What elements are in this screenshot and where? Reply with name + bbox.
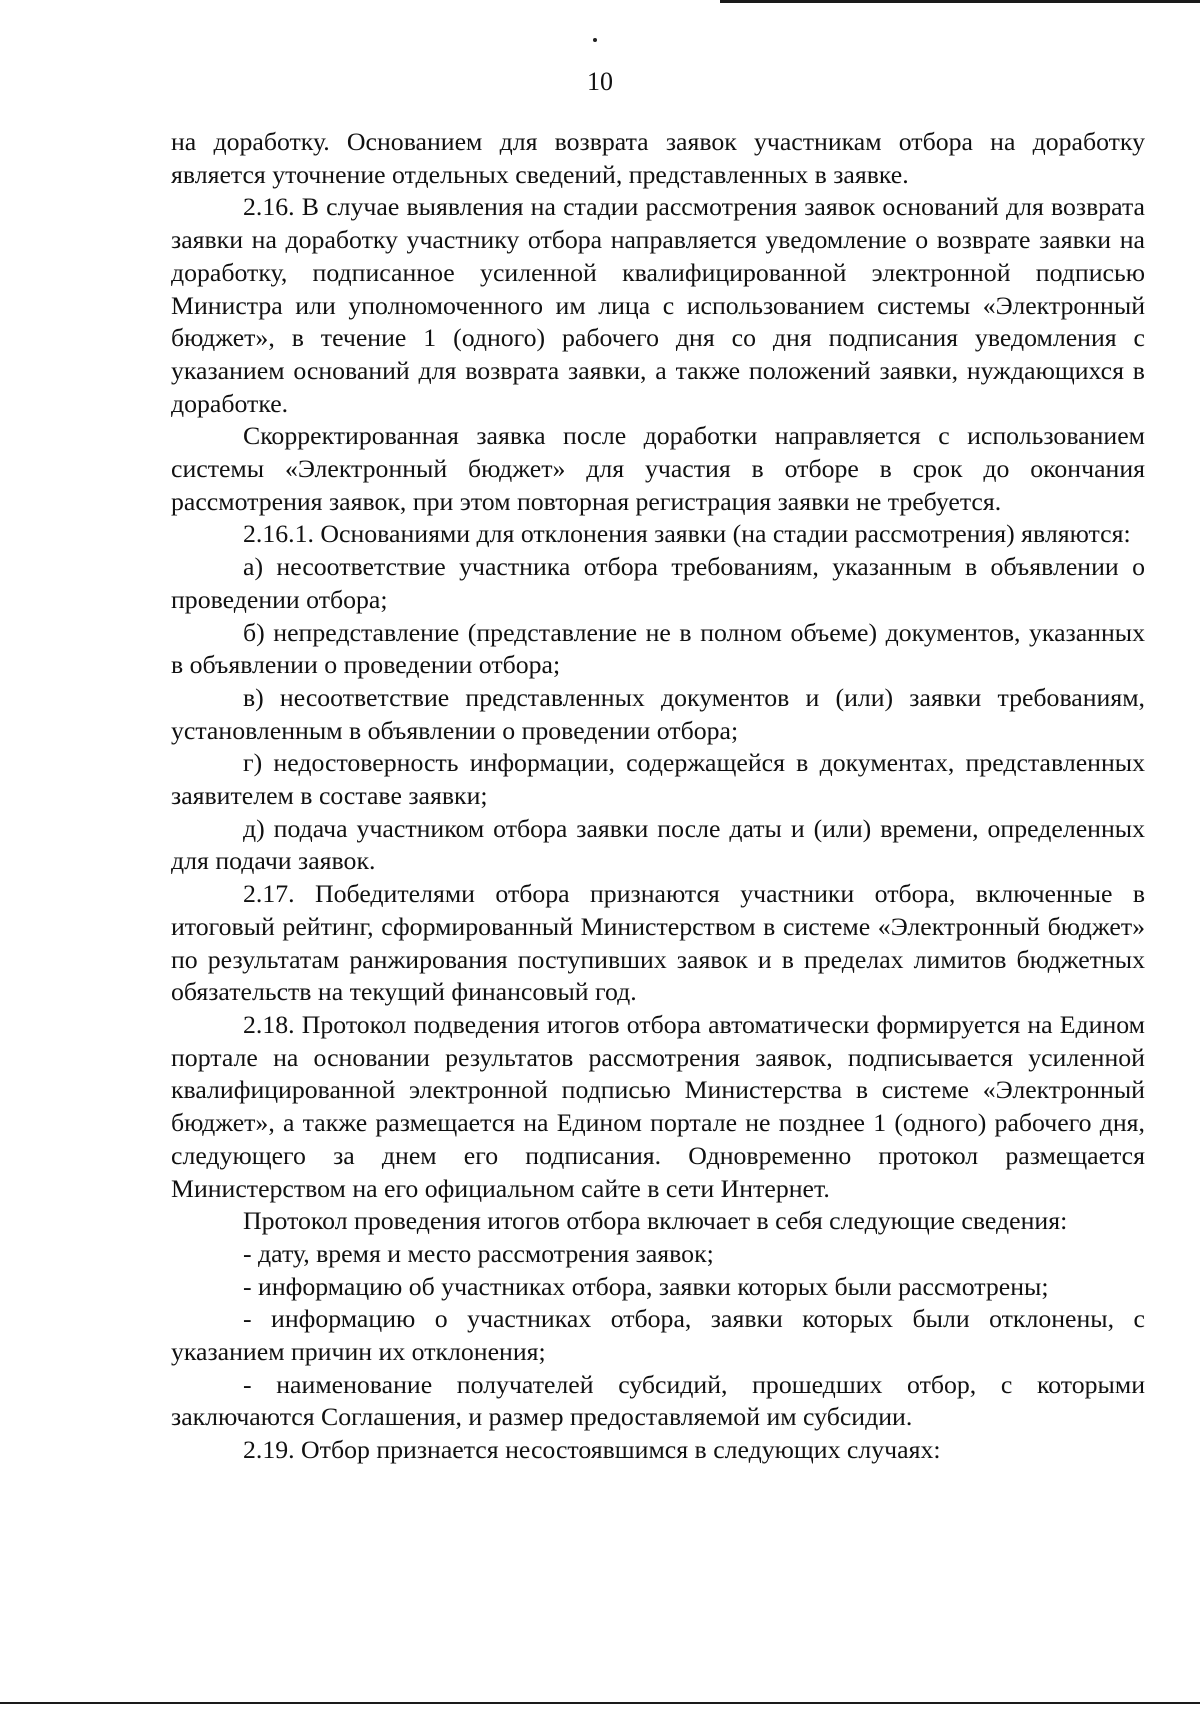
scan-edge-bottom: [0, 1702, 1200, 1704]
list-item-a: а) несоответствие участника отбора требованиям, указанным в объявлении о проведении отбора;: [171, 552, 1145, 614]
scan-edge-top: [720, 0, 1200, 3]
bullet-reviewed-participants: - информацию об участниках отбора, заявки которых были рассмотрены;: [243, 1271, 1049, 1301]
paragraph-2-16-1: 2.16.1. Основаниями для отклонения заявки (на стадии рассмотрения) являются:: [243, 519, 1131, 549]
document-body: [171, 126, 1145, 1467]
paragraph-protocol-contents: Протокол проведения итогов отбора включает в себя следующие сведения:: [243, 1206, 1068, 1236]
paragraph-2-17: 2.17. Победителями отбора признаются участники отбора, включенные в итоговый рейтинг, сформированный Министерством в системе «Электронный бюджет» по результатам ранжирования поступивших заявок и в пределах лимитов бюджетных обязательств на текущий финансовый год.: [171, 879, 1145, 1007]
bullet-date-time-place: - дату, время и место рассмотрения заявок;: [243, 1238, 714, 1268]
scan-speck: [593, 38, 597, 42]
list-item-b: б) непредставление (представление не в полном объеме) документов, указанных в объявлении о проведении отбора;: [171, 617, 1145, 680]
list-item-d: д) подача участником отбора заявки после даты и (или) времени, определенных для подачи заявок.: [171, 813, 1145, 876]
list-item-v: в) несоответствие представленных документов и (или) заявки требованиям, установленным в объявлении о проведении отбора;: [171, 682, 1145, 745]
paragraph-2-19: 2.19. Отбор признается несостоявшимся в следующих случаях:: [243, 1435, 941, 1465]
bullet-subsidy-recipients: - наименование получателей субсидий, прошедших отбор, с которыми заключаются Соглашения, и размер предоставляемой им субсидии.: [171, 1369, 1145, 1432]
page-number: 10: [587, 67, 613, 96]
paragraph-2-18: 2.18. Протокол подведения итогов отбора автоматически формируется на Едином портале на основании результатов рассмотрения заявок, подписывается усиленной квалифицированной электронной подписью Министерства в системе «Электронный бюджет», а также размещается на Едином портале не позднее 1 (одного) рабочего дня, следующего за днем его подписания. Одновременно протокол размещается Министерством на его официальном сайте в сети Интернет.: [171, 1009, 1145, 1203]
paragraph-2-16: 2.16. В случае выявления на стадии рассмотрения заявок оснований для возврата заявки на доработку участнику отбора направляется уведомление о возврате заявки на доработку, подписанное усиленной квалифицированной электронной подписью Министра или уполномоченного им лица с использованием системы «Электронный бюджет», в течение 1 (одного) рабочего дня со дня подписания уведомления с указанием оснований для возврата заявки, а также положений заявки, нуждающихся в доработке.: [171, 192, 1145, 418]
list-item-g: г) недостоверность информации, содержащейся в документах, представленных заявителем в составе заявки;: [171, 748, 1145, 811]
bullet-rejected-participants: - информацию о участниках отбора, заявки которых были отклонены, с указанием причин их отклонения;: [171, 1304, 1145, 1367]
paragraph-corrected-application: Скорректированная заявка после доработки направляется с использованием системы «Электронный бюджет» для участия в отборе в срок до окончания рассмотрения заявок, при этом повторная регистрация заявки не требуется.: [171, 421, 1145, 516]
paragraph-continuation: на доработку. Основанием для возврата заявок участникам отбора на доработку является уточнение отдельных сведений, представленных в заявке.: [171, 127, 1145, 189]
